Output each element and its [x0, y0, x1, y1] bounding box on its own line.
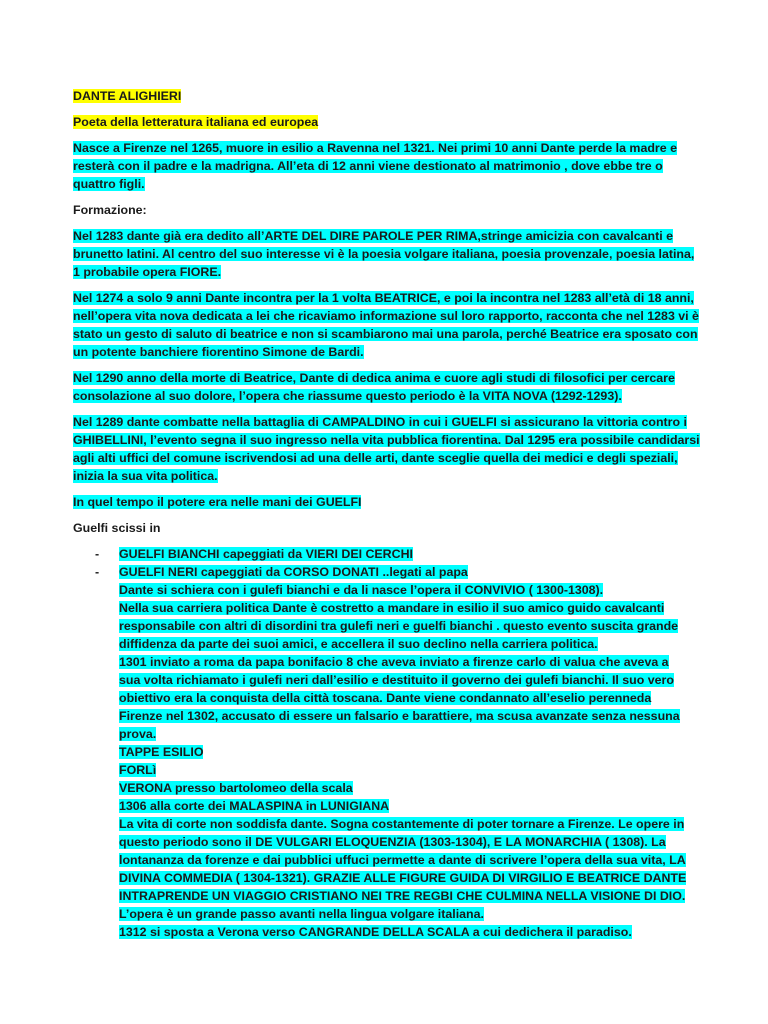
- dash-bullet: -: [95, 547, 100, 561]
- list-item: [73, 545, 702, 563]
- paragraph-1-text: Nel 1283 dante già era dedito all’ARTE DEL DIRE PAROLE PER RIMA,stringe amicizia con cavalcanti e brunetto latini. Al centro del suo interesse vi è la poesia volgare italiana, poesia provenzale, poesia latina, 1 probabile opera FIORE.: [73, 229, 695, 279]
- continuation-block: [73, 581, 702, 941]
- text-line: questo periodo sono il DE VULGARI ELOQUENZIA (1303-1304), E LA MONARCHIA ( 1308). La: [119, 835, 666, 849]
- title-text: DANTE ALIGHIERI: [73, 89, 182, 103]
- paragraph-2-text: Nel 1274 a solo 9 anni Dante incontra per la 1 volta BEATRICE, e poi la incontra nel 1283 all’età di 18 anni, nell’opera vita nova dedicata a lei che ricaviamo informazione sul loro rapporto, racconta che nel 1283 vi è stato un gesto di saluto di beatrice e non si scambiarono mai una parola, perché Beatrice era sposato con un potente banchiere fiorentino Simone de Bardi.: [73, 291, 699, 359]
- text-line: L’opera è un grande passo avanti nella lingua volgare italiana.: [119, 907, 484, 921]
- intro-text: Nasce a Firenze nel 1265, muore in esilio a Ravenna nel 1321. Nei primi 10 anni Dante perde la madre e resterà con il padre e la madrigna. All’eta di 12 anni viene destionato al matrimonio , dove ebbe tre o quattro figli.: [73, 141, 677, 191]
- list-item-text: GUELFI NERI capeggiati da CORSO DONATI ..legati al papa: [119, 565, 468, 579]
- subtitle-text: Poeta della letteratura italiana ed europea: [73, 115, 319, 129]
- document-title: [73, 87, 702, 105]
- text-line: Firenze nel 1302, accusato di essere un falsario e barattiere, ma scusa avanzate senza nessuna: [119, 709, 680, 723]
- text-line: TAPPE ESILIO: [119, 745, 204, 759]
- list-item: [73, 563, 702, 581]
- paragraph-3-text: Nel 1290 anno della morte di Beatrice, Dante di dedica anima e cuore agli studi di filosofici per cercare consolazione al suo dolore, l’opera che riassume questo periodo è la VITA NOVA (1292-1293).: [73, 371, 675, 403]
- text-line: 1312 si sposta a Verona verso CANGRANDE DELLA SCALA a cui dedichera il paradiso.: [119, 925, 632, 939]
- text-line: DIVINA COMMEDIA ( 1304-1321). GRAZIE ALLE FIGURE GUIDA DI VIRGILIO E BEATRICE DANTE: [119, 871, 687, 885]
- dash-bullet: -: [95, 565, 100, 579]
- paragraph-4: [73, 413, 702, 485]
- guelfi-heading: Guelfi scissi in: [73, 521, 161, 535]
- text-line: responsabile con altri di disordini tra gulefi neri e guelfi bianchi . questo evento suscita grande: [119, 619, 679, 633]
- text-line: sua volta richiamato i gulefi neri dall’esilio e destituito il governo dei gulefi bianchi. Il suo vero: [119, 673, 674, 687]
- text-line: 1306 alla corte dei MALASPINA in LUNIGIANA: [119, 799, 390, 813]
- text-line: lontananza da forenze e dai pubblici uffuci permette a dante di scrivere l’opera della sua vita, LA: [119, 853, 686, 867]
- intro-paragraph: [73, 139, 702, 193]
- text-line: Nella sua carriera politica Dante è costretto a mandare in esilio il suo amico guido cavalcanti: [119, 601, 665, 615]
- text-line: diffidenza da parte dei suoi amici, e accellera il suo declino nella carriera politica.: [119, 637, 598, 651]
- text-line: FORLì: [119, 763, 157, 777]
- paragraph-5-text: In quel tempo il potere era nelle mani dei GUELFI: [73, 495, 362, 509]
- list-item-text: GUELFI BIANCHI capeggiati da VIERI DEI CERCHI: [119, 547, 413, 561]
- paragraph-5: [73, 493, 702, 511]
- text-line: INTRAPRENDE UN VIAGGIO CRISTIANO NEI TRE REGBI CHE CULMINA NELLA VISIONE DI DIO.: [119, 889, 686, 903]
- text-line: prova.: [119, 727, 157, 741]
- text-line: Dante si schiera con i gulefi bianchi e da li nasce l’opera il CONVIVIO ( 1300-1308).: [119, 583, 604, 597]
- text-line: obiettivo era la conquista della città toscana. Dante viene condannato all’eselio perenneda: [119, 691, 652, 705]
- text-line: VERONA presso bartolomeo della scala: [119, 781, 353, 795]
- document-subtitle: [73, 113, 702, 131]
- paragraph-1: [73, 227, 702, 281]
- guelfi-list: [73, 545, 702, 581]
- formazione-heading: Formazione:: [73, 203, 147, 217]
- text-line: La vita di corte non soddisfa dante. Sogna costantemente di poter tornare a Firenze. Le opere in: [119, 817, 685, 831]
- text-line: 1301 inviato a roma da papa bonifacio 8 che aveva inviato a firenze carlo di valua che aveva a: [119, 655, 669, 669]
- paragraph-2: [73, 289, 702, 361]
- paragraph-3: [73, 369, 702, 405]
- paragraph-4-text: Nel 1289 dante combatte nella battaglia di CAMPALDINO in cui i GUELFI si assicurano la vittoria contro i GHIBELLINI, l’evento segna il suo ingresso nella vita pubblica fiorentina. Dal 1295 era possibile candidarsi agli alti uffici del comune iscrivendosi ad una delle arti, dante sceglie quella dei medici e degli speziali, inizia la sua vita politica.: [73, 415, 700, 483]
